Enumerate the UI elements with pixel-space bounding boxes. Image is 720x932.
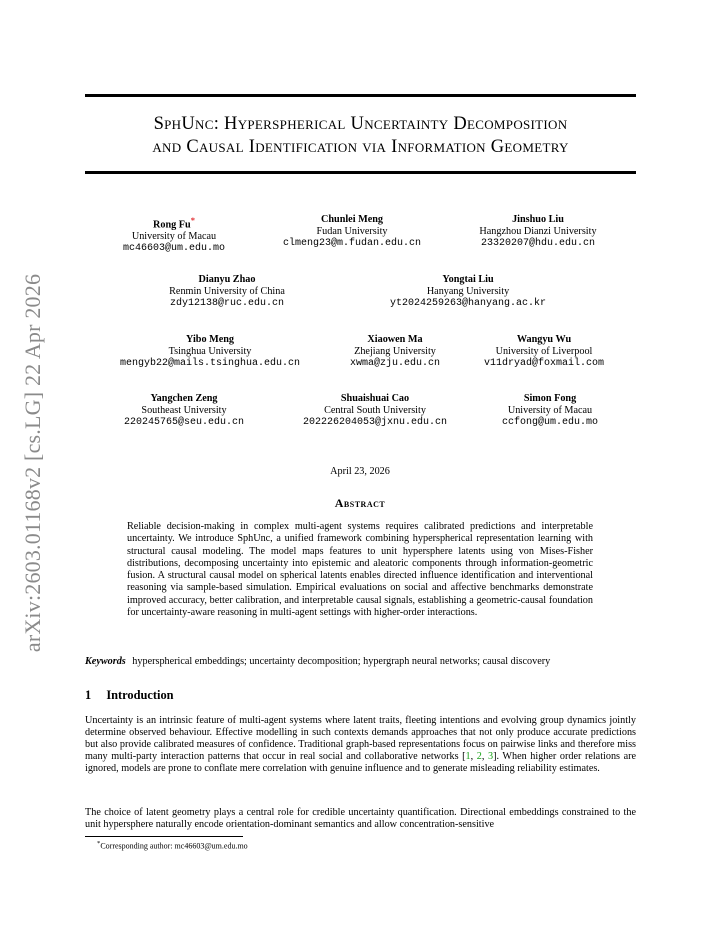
- author-email[interactable]: 23320207@hdu.edu.cn: [480, 238, 596, 249]
- author-card: [434, 334, 654, 370]
- section-number: 1: [85, 688, 92, 702]
- author-card: [74, 393, 294, 429]
- author-name: Dianyu Zhao: [198, 274, 256, 285]
- author-name: Jinshuo Liu: [512, 214, 564, 225]
- footnote: [97, 839, 248, 852]
- author-affiliation: Hanyang University: [426, 286, 510, 297]
- citation-link[interactable]: 3: [487, 751, 494, 762]
- author-name: Wangyu Wu: [516, 334, 572, 345]
- footnote-text: Corresponding author: mc46603@um.edu.mo: [100, 841, 248, 851]
- author-email[interactable]: v11dryad@foxmail.com: [483, 358, 605, 369]
- author-name: Yangchen Zeng: [150, 393, 218, 404]
- publication-date: April 23, 2026: [330, 466, 390, 477]
- author-email[interactable]: mengyb22@mails.tsinghua.edu.cn: [119, 358, 301, 369]
- citation-link[interactable]: 1: [465, 751, 471, 762]
- author-affiliation: Zhejiang University: [354, 346, 436, 357]
- author-card: [358, 274, 578, 310]
- citation-link[interactable]: 2: [476, 751, 482, 762]
- author-email[interactable]: zdy12138@ruc.edu.cn: [169, 298, 285, 309]
- author-affiliation: University of Liverpool: [495, 346, 593, 357]
- author-card: [440, 393, 660, 429]
- abstract-heading: Abstract: [334, 496, 386, 510]
- keywords-label: Keywords: [85, 656, 126, 667]
- author-row-3: [0, 334, 720, 379]
- corresponding-author-mark: *: [190, 215, 195, 225]
- footnote-rule: [85, 836, 243, 837]
- title-top-rule: [85, 94, 636, 97]
- author-affiliation: Tsinghua University: [168, 346, 252, 357]
- title-line-2: and Causal Identification via Information Geometry: [152, 137, 569, 157]
- abstract-text: Reliable decision-making in complex multi-agent systems requires calibrated predictions and interpretable uncertainty. We introduce SphUnc, a unified framework combining hyperspherical representation learning with structural causal modeling. The model maps features to unit hypersphere latents using von Mises-Fisher distributions, decomposing uncertainty into epistemic and aleatoric components through information-geometric fusion. A structural causal model on spherical latents enables directed influence identification and interventional reasoning via sample-based simulation. Empirical evaluations on social and affective benchmarks demonstrate improved accuracy, better calibration, and interpretable causal signals, establishing a geometric-causal foundation for uncertainty-aware reasoning in multi-agent settings with higher-order interactions.: [127, 521, 593, 619]
- author-name: Xiaowen Ma: [367, 334, 423, 345]
- author-email[interactable]: ccfong@um.edu.mo: [501, 417, 598, 428]
- author-name: Yibo Meng: [185, 334, 234, 345]
- author-row-4: [0, 393, 720, 438]
- author-affiliation: Hangzhou Dianzi University: [479, 226, 597, 237]
- title-bottom-rule: [85, 171, 636, 174]
- paper-title: [85, 113, 636, 159]
- author-row-2: [0, 274, 720, 319]
- keywords-line: [85, 656, 636, 668]
- author-name: Rong Fu: [153, 219, 191, 231]
- author-name: Simon Fong: [523, 393, 577, 404]
- section-title: Introduction: [106, 688, 174, 702]
- author-affiliation: University of Macau: [507, 405, 593, 416]
- author-email[interactable]: 202226204053@jxnu.edu.cn: [302, 417, 448, 428]
- author-affiliation: Central South University: [324, 405, 426, 416]
- author-affiliation: Renmin University of China: [169, 286, 285, 297]
- intro-paragraph-2: The choice of latent geometry plays a central role for credible uncertainty quantification. Directional embeddings constrained to the unit hypersphere naturally encode orientation-dominant semantics and allow concentration-sensitive: [85, 807, 636, 830]
- author-email[interactable]: mc46603@um.edu.mo: [122, 243, 226, 255]
- author-affiliation: University of Macau: [131, 231, 217, 243]
- author-card: [117, 274, 337, 310]
- author-name: Shuaishuai Cao: [340, 393, 410, 404]
- arxiv-id: arXiv:2603.01168v2 [cs.LG] 22 Apr 2026: [20, 273, 45, 653]
- keywords-text: hyperspherical embeddings; uncertainty decomposition; hypergraph neural networks; causal discovery: [132, 656, 551, 667]
- intro-paragraph-1: Uncertainty is an intrinsic feature of multi-agent systems where latent traits, fleeting intentions and evolving group dynamics jointly determine observed behaviour. Effective modelling in such contexts demands approaches that not only produce accurate predictions but also provide calibrated measures of confidence. Traditional graph-based representations focus on pairwise links and therefore miss many multi-party interaction patterns that occur in real social and collaborative networks [1, 2, 3]. When higher order relations are ignored, models are prone to conflate mere correlation with genuine influence and to generate misleading reliability estimates.: [85, 715, 637, 774]
- author-name: Chunlei Meng: [321, 214, 383, 225]
- arxiv-sidebar-stamp: [22, 258, 44, 668]
- author-email[interactable]: clmeng23@m.fudan.edu.cn: [282, 238, 422, 249]
- author-email[interactable]: xwma@zju.edu.cn: [349, 358, 440, 369]
- section-heading: [85, 688, 174, 703]
- author-email[interactable]: 220245765@seu.edu.cn: [123, 417, 245, 428]
- footnote-mark: *: [97, 840, 101, 847]
- author-card: [428, 214, 648, 250]
- title-line-1: SphUnc: Hyperspherical Uncertainty Decomposition: [153, 114, 568, 134]
- author-email[interactable]: yt2024259263@hanyang.ac.kr: [389, 298, 547, 309]
- author-row-1: [0, 214, 720, 259]
- author-affiliation: Southeast University: [141, 405, 227, 416]
- author-name: Yongtai Liu: [442, 274, 494, 285]
- author-affiliation: Fudan University: [316, 226, 388, 237]
